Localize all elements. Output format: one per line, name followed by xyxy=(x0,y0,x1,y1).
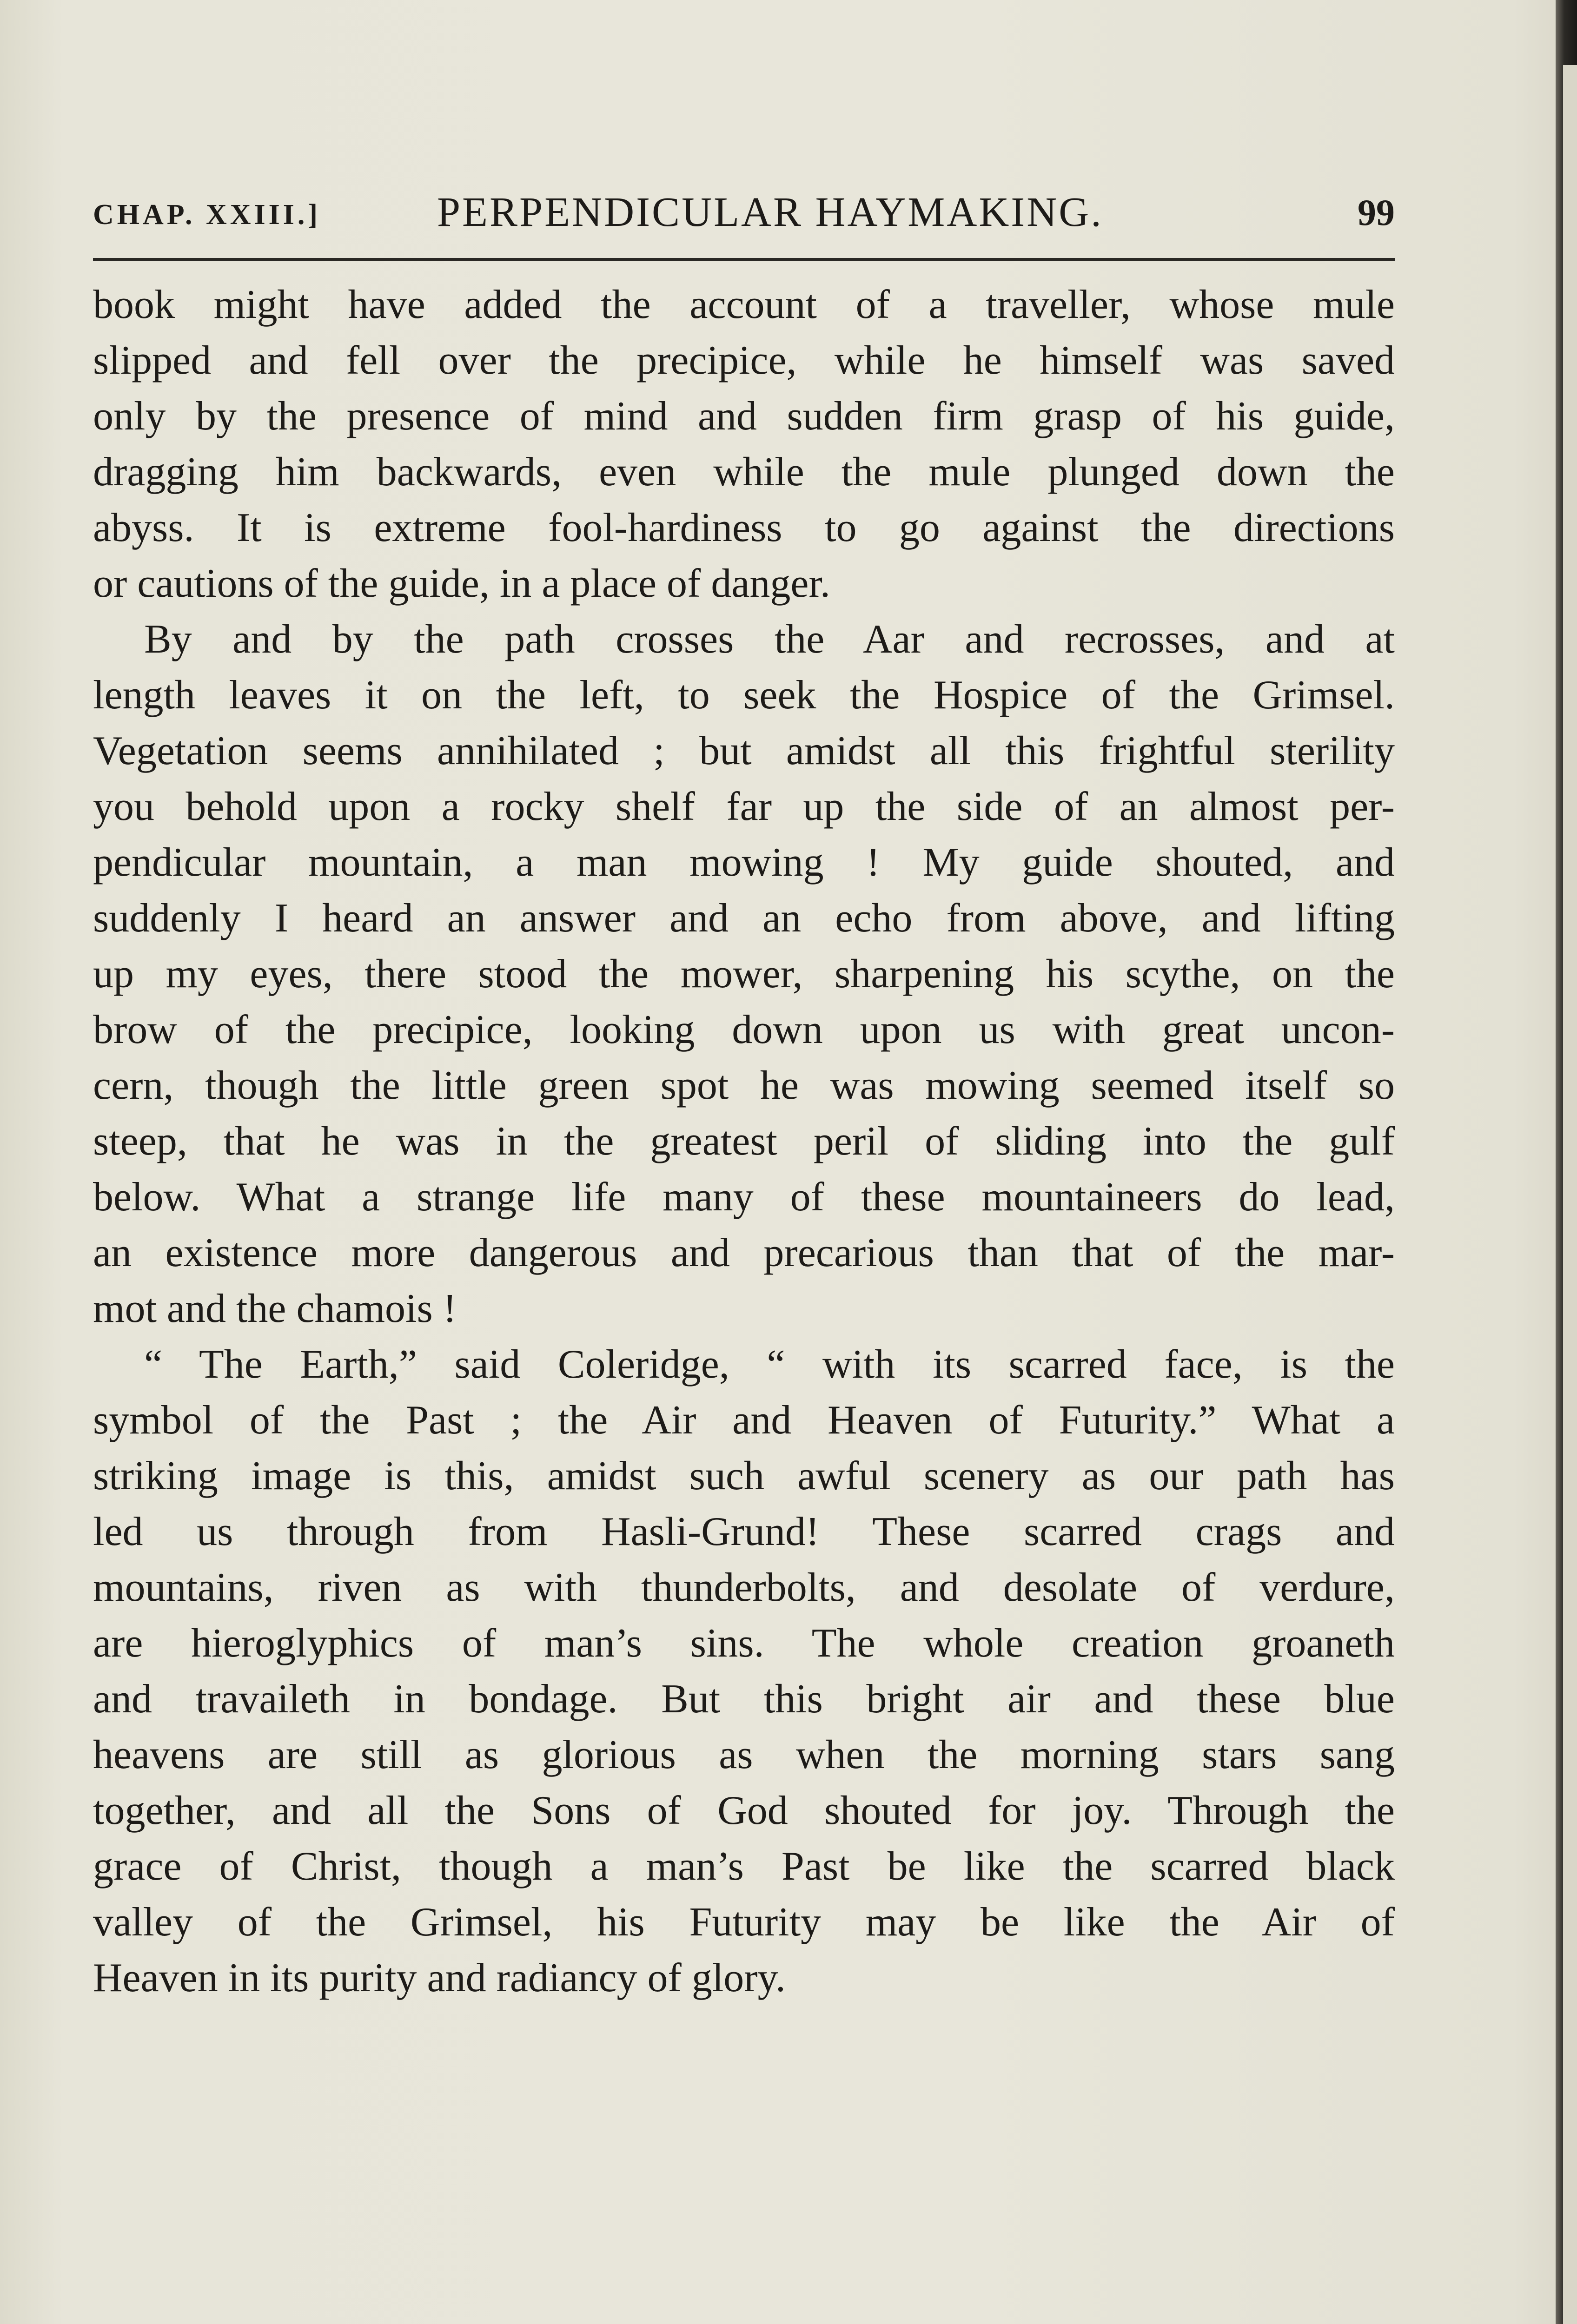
text-line: you behold upon a rocky shelf far up the side of an almost per- xyxy=(93,784,1395,829)
text-line: steep, that he was in the greatest peril of sliding into the gulf xyxy=(93,1119,1395,1164)
text-line: book might have added the account of a traveller, whose mule xyxy=(93,282,1395,327)
text-line: slipped and fell over the precipice, while he himself was saved xyxy=(93,338,1395,383)
text-line: grace of Christ, though a man’s Past be like the scarred black xyxy=(93,1844,1395,1889)
text-line: dragging him backwards, even while the mule plunged down the xyxy=(93,449,1395,495)
text-line: and travaileth in bondage. But this bright air and these blue xyxy=(93,1677,1395,1722)
body-text xyxy=(93,277,1395,2006)
text-line: striking image is this, amidst such awful scenery as our path has xyxy=(93,1453,1395,1499)
text-line: heavens are still as glorious as when the morning stars sang xyxy=(93,1732,1395,1777)
header-rule xyxy=(93,258,1395,261)
text-line: symbol of the Past ; the Air and Heaven of Futurity.” What a xyxy=(93,1398,1395,1443)
text-line: mountains, riven as with thunderbolts, and desolate of verdure, xyxy=(93,1565,1395,1610)
text-line: pendicular mountain, a man mowing ! My guide shouted, and xyxy=(93,840,1395,885)
running-head xyxy=(93,188,1395,239)
running-title: PERPENDICULAR HAYMAKING. xyxy=(437,189,1103,235)
page-number: 99 xyxy=(1358,192,1395,233)
text-line: an existence more dangerous and precarious than that of the mar- xyxy=(93,1230,1395,1275)
chapter-label: CHAP. XXIII.] xyxy=(93,199,321,231)
text-line: only by the presence of mind and sudden firm grasp of his guide, xyxy=(93,394,1395,439)
text-line: valley of the Grimsel, his Futurity may be like the Air of xyxy=(93,1900,1395,1945)
page-edge-margin xyxy=(1563,65,1577,2324)
text-line: together, and all the Sons of God shouted for joy. Through the xyxy=(93,1788,1395,1833)
text-line: Heaven in its purity and radiancy of glory. xyxy=(93,1955,786,2000)
text-line: abyss. It is extreme fool-hardiness to go against the directions xyxy=(93,505,1395,550)
text-line: “ The Earth,” said Coleridge, “ with its scarred face, is the xyxy=(144,1342,1395,1387)
text-line: mot and the chamois ! xyxy=(93,1286,457,1331)
text-line: below. What a strange life many of these mountaineers do lead, xyxy=(93,1175,1395,1220)
text-line: cern, though the little green spot he was mowing seemed itself so xyxy=(93,1063,1395,1108)
text-line: Vegetation seems annihilated ; but amidst all this frightful sterility xyxy=(93,728,1395,773)
text-line: up my eyes, there stood the mower, sharpening his scythe, on the xyxy=(93,951,1395,997)
text-line: By and by the path crosses the Aar and recrosses, and at xyxy=(144,617,1395,662)
text-line: brow of the precipice, looking down upon us with great uncon- xyxy=(93,1007,1395,1052)
text-line: or cautions of the guide, in a place of danger. xyxy=(93,561,830,606)
text-line: length leaves it on the left, to seek the Hospice of the Grimsel. xyxy=(93,673,1395,718)
text-line: led us through from Hasli-Grund! These scarred crags and xyxy=(93,1509,1395,1554)
text-line: are hieroglyphics of man’s sins. The whole creation groaneth xyxy=(93,1621,1395,1666)
text-line: suddenly I heard an answer and an echo from above, and lifting xyxy=(93,896,1395,941)
